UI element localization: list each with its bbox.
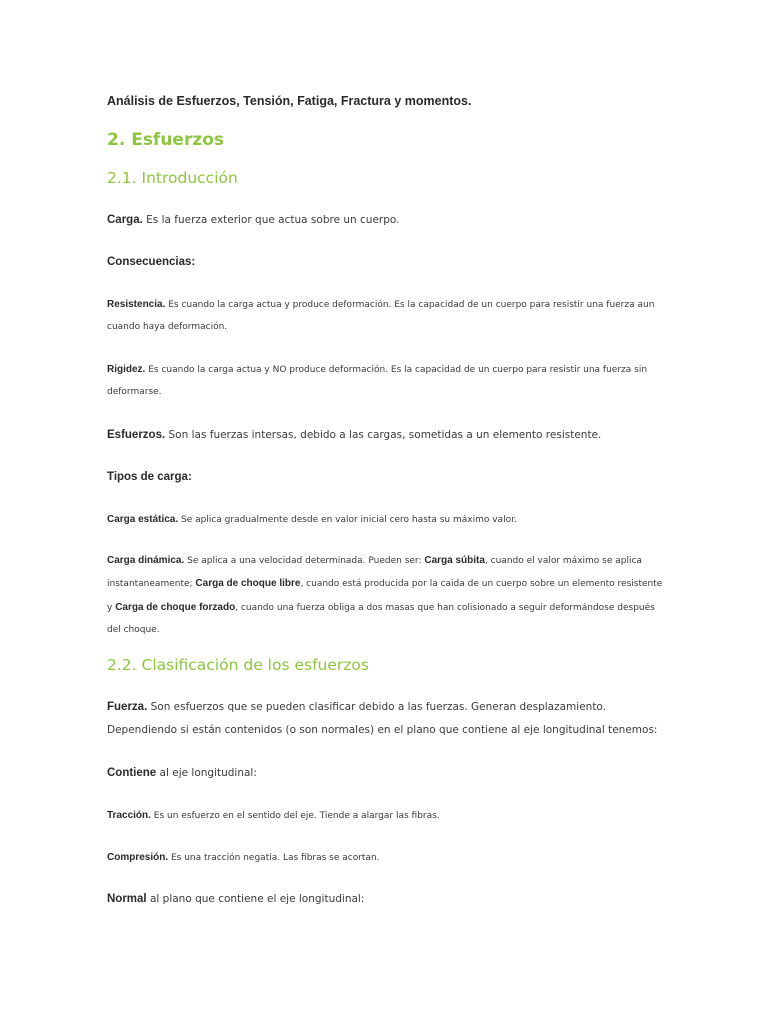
text-carga-dinamica-e: y <box>107 603 116 613</box>
text-normal: al plano que contiene el eje longitudinal: <box>146 893 365 905</box>
term-esfuerzos: Esfuerzos. <box>107 429 166 441</box>
text-carga-dinamica-f: , cuando una fuerza obliga a dos masas que han colisionado a seguir deformándose después <box>235 603 655 613</box>
paragraph-carga-dinamica-line4: del choque. <box>107 625 160 635</box>
text-carga-dinamica-d: , cuando está producida por la caida de un cuerpo sobre un elemento resistente <box>300 579 663 589</box>
text-carga: Es la fuerza exterior que actua sobre un cuerpo. <box>142 214 400 226</box>
paragraph-carga-dinamica-line3 <box>107 602 655 613</box>
paragraph-esfuerzos <box>107 429 601 441</box>
heading-esfuerzos <box>107 130 224 150</box>
paragraph-traccion <box>107 810 440 821</box>
paragraph-carga-estatica <box>107 514 517 525</box>
text-traccion: Es un esfuerzo en el sentido del eje. Tiende a alargar las fibras. <box>150 811 440 821</box>
term-carga-choque-forzado: Carga de choque forzado <box>115 602 236 613</box>
paragraph-contiene <box>107 767 257 779</box>
text-fuerza: Son esfuerzos que se pueden clasificar debido a las fuerzas. Generan desplazamiento. <box>147 701 607 713</box>
text-carga-dinamica-a: Se aplica a una velocidad determinada. Pueden ser: <box>184 556 425 566</box>
heading-clasificacion: 2.2. Clasificación de los esfuerzos <box>107 656 369 674</box>
term-carga-choque-libre: Carga de choque libre <box>195 578 301 589</box>
paragraph-carga <box>107 214 399 226</box>
paragraph-rigidez-line1 <box>107 364 647 375</box>
paragraph-normal <box>107 893 364 905</box>
paragraph-rigidez-line2: deformarse. <box>107 387 162 397</box>
term-traccion: Tracción. <box>107 810 151 821</box>
term-rigidez: Rigidez. <box>107 364 146 375</box>
paragraph-fuerza-line2: Dependiendo si están contenidos (o son normales) en el plano que contiene al eje longitudinal tenemos: <box>107 724 658 736</box>
paragraph-resistencia-line2: cuando haya deformación. <box>107 322 228 332</box>
document-title: Análisis de Esfuerzos, Tensión, Fatiga, Fractura y momentos. <box>107 94 472 108</box>
text-compresion: Es una tracción negatia. Las fibras se acortan. <box>168 853 380 863</box>
text-contiene: al eje longitudinal: <box>156 767 257 779</box>
term-resistencia: Resistencia. <box>107 299 166 310</box>
text-carga-dinamica-b: , cuando el valor máximo se aplica <box>484 556 642 566</box>
paragraph-carga-dinamica-line1 <box>107 555 642 566</box>
text-carga-dinamica-c: instantaneamente; <box>107 579 196 589</box>
paragraph-compresion <box>107 852 380 863</box>
heading-introduccion: 2.1. Introducción <box>107 169 238 187</box>
term-carga-dinamica: Carga dinámica. <box>107 555 185 566</box>
label-tipos-de-carga: Tipos de carga: <box>107 471 192 483</box>
paragraph-resistencia-line1 <box>107 299 654 310</box>
paragraph-carga-dinamica-line2 <box>107 578 662 589</box>
paragraph-fuerza-line1 <box>107 701 606 713</box>
term-fuerza: Fuerza. <box>107 701 148 713</box>
text-resistencia-1: Es cuando la carga actua y produce deformación. Es la capacidad de un cuerpo para resistir una fuerza aun <box>165 300 655 310</box>
term-contiene: Contiene <box>107 767 157 779</box>
term-normal: Normal <box>107 893 147 905</box>
text-esfuerzos: Son las fuerzas intersas, debido a las cargas, sometidas a un elemento resistente. <box>165 429 602 441</box>
term-carga-subita: Carga súbita <box>424 555 485 566</box>
term-compresion: Compresión. <box>107 852 169 863</box>
text-rigidez-1: Es cuando la carga actua y NO produce deformación. Es la capacidad de un cuerpo para resistir una fuerza sin <box>145 365 648 375</box>
heading-esfuerzos-text: 2. Esfuerzos <box>107 130 225 150</box>
text-carga-estatica: Se aplica gradualmente desde en valor inicial cero hasta su máximo valor. <box>178 515 517 525</box>
term-carga: Carga. <box>107 214 143 226</box>
term-carga-estatica: Carga estática. <box>107 514 179 525</box>
label-consecuencias: Consecuencias: <box>107 256 196 268</box>
